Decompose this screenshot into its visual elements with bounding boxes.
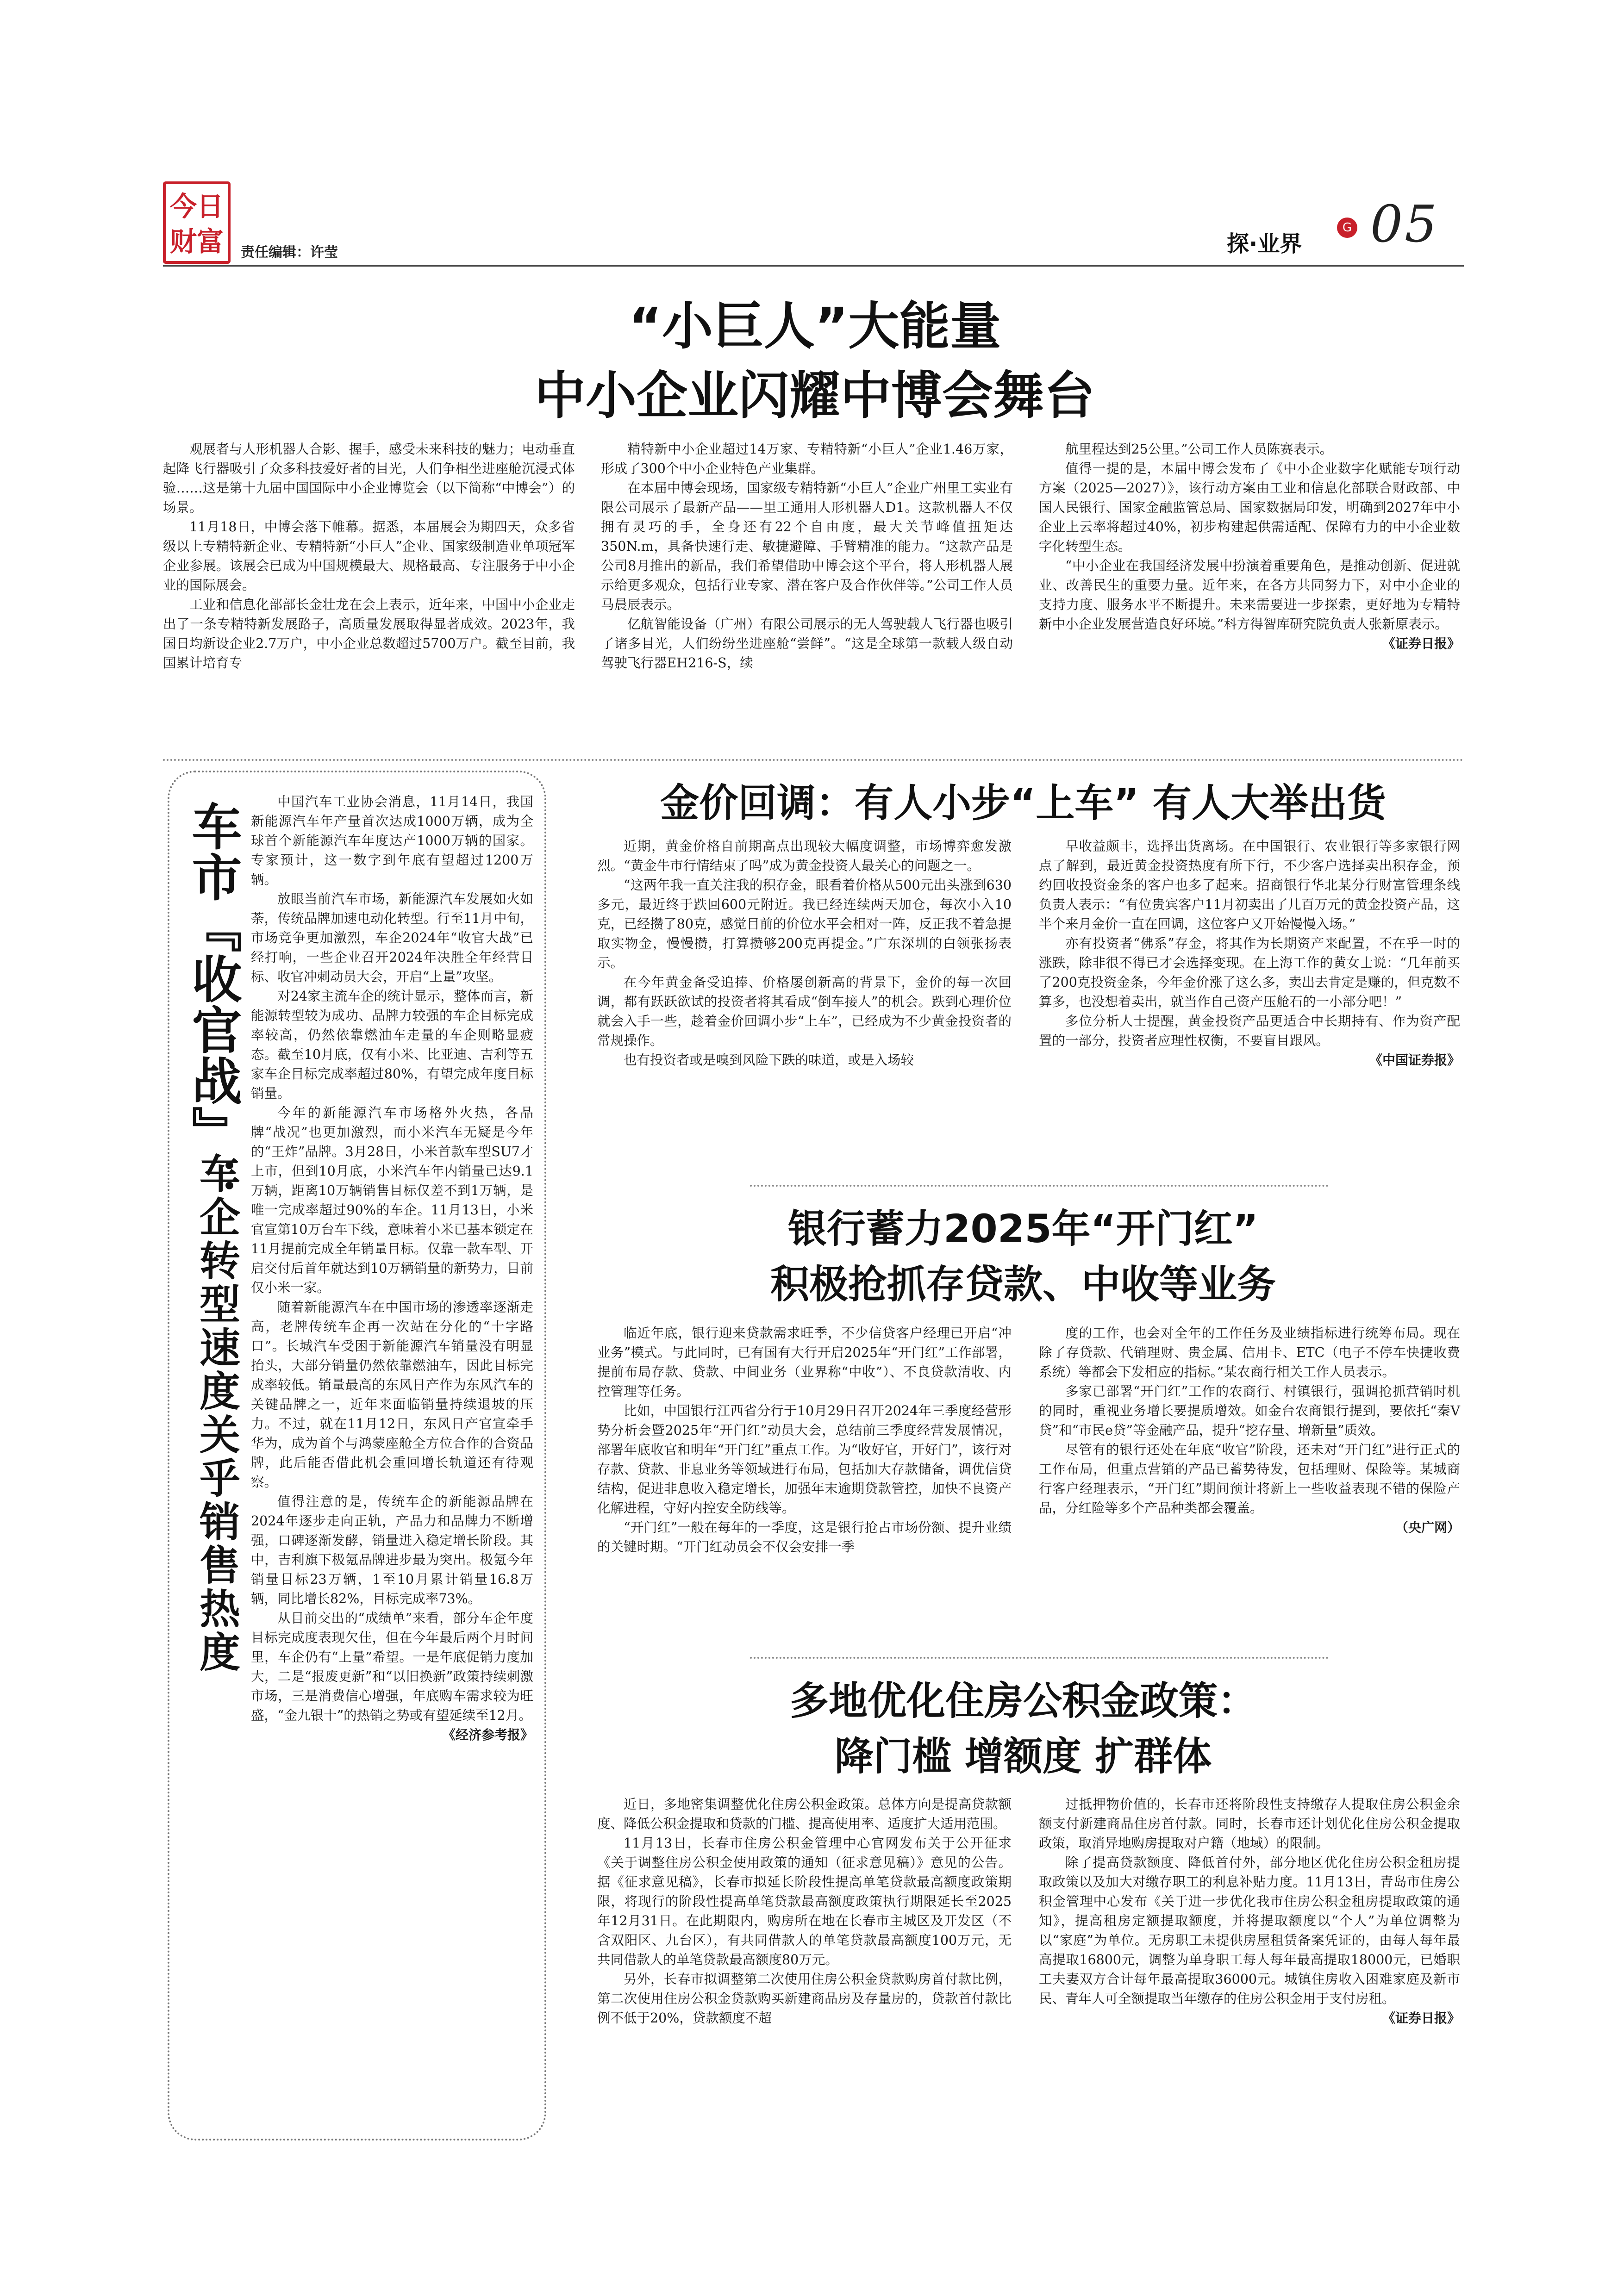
article1-column-2 [601,440,1013,673]
paragraph: 临近年底，银行迎来贷款需求旺季，不少信贷客户经理已开启“冲业务”模式。与此同时，已有国有大行开启2025年“开门红”工作部署，提前布局存款、贷款、中间业务（业界称“中收”）、不良贷款清收、内控管理等任务。 [597,1325,1012,1399]
paragraph: 11月13日，长春市住房公积金管理中心官网发布关于公开征求《关于调整住房公积金使用政策的通知（征求意见稿）》意见的公告。据《征求意见稿》，长春市拟延长阶段性提高单笔贷款最高额度政策期限，将现行的阶段性提高单笔贷款最高额度政策执行期限延长至2025年12月31日。在此期限内，购房所在地在长春市主城区及开发区（不含双阳区、九台区），有共同借款人的单笔贷款最高额度100万元，无共同借款人的单笔贷款最高额度80万元。 [597,1836,1012,1967]
article5-title-line2: 降门槛 增额度 扩群体 [834,1734,1212,1779]
article3-column-1 [597,837,1012,1070]
paragraph: 度的工作，也会对全年的工作任务及业绩指标进行统筹布局。现在除了存贷款、代销理财、贵金属、信用卡、ETC（电子不停车快捷收费系统）等都会下发相应的指标。”某农商行相关工作人员表示。 [1039,1325,1460,1380]
paragraph: 在今年黄金备受追捧、价格屡创新高的背景下，金价的每一次回调，都有跃跃欲试的投资者将其看成“倒车接人”的机会。跌到心理价位就会入手一些，趁着金价回调小步“上车”，已经成为不少黄金投资者的常规操作。 [597,975,1012,1048]
paragraph: 亿航智能设备（广州）有限公司展示的无人驾驶载人飞行器也吸引了诸多目光，人们纷纷坐进座舱“尝鲜”。“这是全球第一款载人级自动驾驶飞行器EH216-S，续 [601,616,1013,671]
article3-divider [750,1185,1329,1187]
paragraph: 放眼当前汽车市场，新能源汽车发展如火如荼，传统品牌加速电动化转型。行至11月中旬，市场竞争更加激烈，车企2024年“收官大战”已经打响，一些企业召开2024年决胜全年经营目标、收官冲刺动员大会，开启“上量”攻坚。 [251,891,533,984]
paragraph: 随着新能源汽车在中国市场的渗透率逐渐走高，老牌传统车企再一次站在分化的“十字路口”。长城汽车受困于新能源汽车销量没有明显抬头，大部分销量仍然依靠燃油车，因此目标完成率较低。销量最高的东风日产作为东风汽车的关键品牌之一，近年来面临销量持续退坡的压力。不过，就在11月12日，东风日产官宣牵手华为，成为首个与鸿蒙座舱全方位合作的合资品牌，此后能否借此机会重回增长轨道还有待观察。 [251,1300,533,1490]
paragraph: 值得注意的是，传统车企的新能源品牌在2024年逐步走向正轨，产品力和品牌力不断增强，口碑逐渐发酵，销量进入稳定增长阶段。其中，吉利旗下极氪品牌进步最为突出。极氪今年销量目标23万辆，1至10月累计销量16.8万辆，同比增长82%，目标完成率73%。 [251,1494,533,1606]
article1-title-line1: “小巨人”大能量 [628,297,1001,356]
paragraph: 也有投资者或是嗅到风险下跌的味道，或是入场较 [624,1052,914,1068]
paragraph: 尽管有的银行还处在年底“收官”阶段，还未对“开门红”进行正式的工作布局，但重点营销的产品已蓄势待发，包括理财、保险等。某城商行客户经理表示，“开门红”期间预计将新上一些收益表现不错的保险产品，分红险等多个产品种类都会覆盖。 [1039,1442,1460,1516]
article3-column-2 [1039,837,1460,1070]
paragraph: 比如，中国银行江西省分行于10月29日召开2024年三季度经营形势分析会暨2025年“开门红”动员大会，总结前三季度经营发展情况，部署年底收官和明年“开门红”重点工作。为“收好官，开好门”，该行对存款、贷款、非息业务等领域进行布局，包括加大存款储备，调优信贷结构，促进非息收入稳定增长，加强年末逾期贷款管控，加快不良资产化解进程，守好内控安全防线等。 [597,1403,1012,1516]
article4-column-1 [597,1324,1012,1557]
article5-source: 《证券日报》 [1382,2010,1460,2026]
paragraph: 11月18日，中博会落下帷幕。据悉，本届展会为期四天，众多省级以上专精特新企业、专精特新“小巨人”企业、国家级制造业单项冠军企业参展。该展会已成为中国规模最大、规格最高、专注服务于中小企业的国际展会。 [163,519,575,593]
paragraph: 精特新中小企业超过14万家、专精特新“小巨人”企业1.46万家，形成了300个中小企业特色产业集群。 [601,442,1013,476]
paragraph: “开门红”一般在每年的一季度，这是银行抢占市场份额、提升业绩的关键时期。“开门红动员会不仅会安排一季 [597,1520,1012,1555]
section-marker-icon: G [1337,218,1357,238]
article2-source: 《经济参考报》 [442,1727,533,1742]
paragraph: “中小企业在我国经济发展中扮演着重要角色，是推动创新、促进就业、改善民生的重要力量。近年来，在各方共同努力下，对中小企业的支持力度、服务水平不断提升。未来需要进一步探索，更好地为专精特新中小企业发展营造良好环境。”科方得智库研究院负责人张新原表示。 [1039,558,1460,632]
article4-divider [750,1657,1329,1659]
article2-title-line2: 车企转型速度关乎销售热度 [193,1152,241,1674]
paragraph: 对24家主流车企的统计显示，整体而言，新能源转型较为成功、品牌力较强的车企目标完成率较高，仍然依靠燃油车走量的车企则略显疲态。截至10月底，仅有小米、比亚迪、吉利等五家车企目标完成率超过80%，有望完成年度目标销量。 [251,989,533,1101]
newspaper-logo [163,181,231,264]
paragraph: 另外，长春市拟调整第二次使用住房公积金贷款购房首付款比例，第二次使用住房公积金贷款购买新建商品房及存量房的，贷款首付款比例不低于20%，贷款额度不超 [597,1972,1012,2026]
article2-body [181,792,533,2209]
article1-divider [163,759,1464,761]
header-rule [163,265,1464,267]
article4-title-line1: 银行蓄力2025年“开门红” [787,1206,1259,1251]
paragraph: 近期，黄金价格自前期高点出现较大幅度调整，市场博弈愈发激烈。“黄金牛市行情结束了吗”成为黄金投资人最关心的问题之一。 [597,839,1012,873]
article1-column-3 [1039,440,1460,653]
paragraph: 除了提高贷款额度、降低首付外，部分地区优化住房公积金租房提取政策以及加大对缴存职工的利息补贴力度。11月13日，青岛市住房公积金管理中心发布《关于进一步优化我市住房公积金租房提取政策的通知》，提高租房定额提取额度，并将提取额度以“个人”为单位调整为以“家庭”为单位。无房职工未提供房屋租赁备案凭证的，由每人每年最高提取16800元，调整为单身职工每人每年最高提取18000元，已婚职工夫妻双方合计每年最高提取36000元。城镇住房收入困难家庭及新市民、青年人可全额提取当年缴存的住房公积金用于支付房租。 [1039,1855,1460,2006]
paragraph: 中国汽车工业协会消息，11月14日，我国新能源汽车年产量首次达成1000万辆，成为全球首个新能源汽车年度达产1000万辆的国家。专家预计，这一数字到年底有望超过1200万辆。 [251,794,533,887]
article3-title: 金价回调：有人小步“上车” 有人大举出货 [660,780,1386,826]
editor-credit: 责任编辑：许莹 [241,244,338,261]
paragraph: 航里程达到25公里。”公司工作人员陈赛表示。 [1065,442,1333,457]
paragraph: 过抵押物价值的，长春市还将阶段性支持缴存人提取住房公积金余额支付新建商品住房首付款。同时，长春市还计划优化住房公积金提取政策，取消异地购房提取对户籍（地域）的限制。 [1039,1797,1460,1851]
article4-column-2 [1039,1324,1460,1537]
paragraph: 在本届中博会现场，国家级专精特新“小巨人”企业广州里工实业有限公司展示了最新产品——里工通用人形机器人D1。这款机器人不仅拥有灵巧的手，全身还有22个自由度，最大关节峰值扭矩达350N.m，具备快速行走、敏捷避障、手臂精准的能力。“这款产品是公司8月推出的新品，我们希望借助中博会这个平台，将人形机器人展示给更多观众，包括行业专家、潜在客户及合作伙伴等。”公司工作人员马晨辰表示。 [601,480,1013,612]
paragraph: 观展者与人形机器人合影、握手，感受未来科技的魅力；电动垂直起降飞行器吸引了众多科技爱好者的目光，人们争相坐进座舱沉浸式体验……这是第十九届中国国际中小企业博览会（以下简称“中博会”）的场景。 [163,442,575,515]
article5-column-2 [1039,1795,1460,2028]
page-number: 05 [1370,194,1439,254]
paragraph: 多位分析人士提醒，黄金投资产品更适合中长期持有、作为资产配置的一部分，投资者应理性权衡，不要盲目跟风。 [1039,1014,1460,1048]
article4-title-line2: 积极抢抓存贷款、中收等业务 [770,1262,1276,1307]
article1-source: 《证券日报》 [1382,636,1460,651]
paragraph: 今年的新能源汽车市场格外火热，各品牌“战况”也更加激烈，而小米汽车无疑是今年的“王炸”品牌。3月28日，小米首款车型SU7才上市，但到10月底，小米汽车年内销量已达9.1万辆，距离10万辆销售目标仅差不到1万辆，是唯一完成率超过90%的车企。11月13日，小米官宣第10万台车下线，意味着小米已基本锁定在11月提前完成全年销量目标。仅靠一款车型、开启交付后首年就达到10万辆销量的新势力，目前仅小米一家。 [251,1105,533,1295]
article3-source: 《中国证券报》 [1369,1052,1460,1068]
logo-line-2: 财富 [169,226,224,257]
article4-source: （央广网） [1395,1520,1460,1535]
article2-title-line1: 车市『收官战』： [183,801,241,1208]
paragraph: 从目前交出的“成绩单”来看，部分车企年度目标完成度表现欠佳，但在今年最后两个月时间里，车企仍有“上量”希望。一是年底促销力度加大，二是“报废更新”和“以旧换新”政策持续刺激市场，三是消费信心增强，年底购车需求较为旺盛，“金九银十”的热销之势或有望延续至12月。 [251,1611,533,1723]
section-name: 探·业界 [1227,231,1302,257]
article5-column-1 [597,1795,1012,2028]
title-float-1 [181,792,251,1325]
paragraph: 亦有投资者“佛系”存金，将其作为长期资产来配置，不在乎一时的涨跌，除非很不得已才会选择变现。在上海工作的黄女士说：“几年前买了200克投资金条，今年金价涨了这么多，卖出去肯定是赚的，但克数不算多，也没想着卖出，就当作自己资产压舱石的一小部分吧！” [1039,936,1460,1009]
paragraph: 多家已部署“开门红”工作的农商行、村镇银行，强调抢抓营销时机的同时，重视业务增长要提质增效。如金台农商银行提到，要依托“秦V贷”和“市民e贷”等金融产品，提升“挖存量、增新量”质效。 [1039,1384,1460,1438]
article1-column-1 [163,440,575,673]
paragraph: 早收益颇丰，选择出货离场。在中国银行、农业银行等多家银行网点了解到，最近黄金投资热度有所下行，不少客户选择卖出积存金，预约回收投资金条的客户也多了起来。招商银行华北某分行财富管理条线负责人表示：“有位贵宾客户11月初卖出了几百万元的黄金投资产品，这半个来月金价一直在回调，这位客户又开始慢慢入场。” [1039,839,1460,932]
article5-title-line1: 多地优化住房公积金政策： [789,1678,1256,1724]
article1-title-line2: 中小企业闪耀中博会舞台 [535,366,1095,425]
logo-line-1: 今日 [169,191,224,222]
paragraph: 近日，多地密集调整优化住房公积金政策。总体方向是提高贷款额度、降低公积金提取和贷款的门槛、提高使用率、适度扩大适用范围。 [597,1797,1012,1831]
paragraph: 值得一提的是，本届中博会发布了《中小企业数字化赋能专项行动方案（2025—2027）》，该行动方案由工业和信息化部联合财政部、中国人民银行、国家金融监管总局、国家数据局印发，明确到2027年中小企业上云率将超过40%，初步构建起供需适配、保障有力的中小企业数字化转型生态。 [1039,461,1460,554]
paragraph: 工业和信息化部部长金壮龙在会上表示，近年来，中国中小企业走出了一条专精特新发展路子，高质量发展取得显著成效。2023年，我国日均新设企业2.7万户，中小企业总数超过5700万户。截至目前，我国累计培育专 [163,597,575,671]
title-float-2 [181,1329,251,2209]
paragraph: “这两年我一直关注我的积存金，眼看着价格从500元出头涨到630多元，最近终于跌回600元附近。我已经连续两天加仓，每次小入10克，已经攒了80克，感觉目前的价位水平会相对一阵，反正我不着急提取实物金，慢慢攒，打算攒够200克再提金。”广东深圳的白领张扬表示。 [597,877,1012,971]
